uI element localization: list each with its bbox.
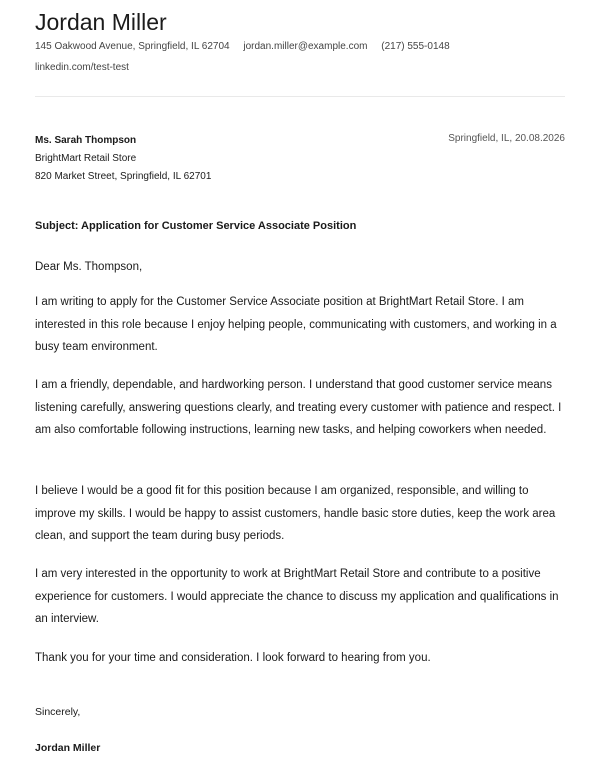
sender-linkedin[interactable]: linkedin.com/test-test — [35, 62, 129, 73]
recipient-block — [35, 132, 211, 186]
recipient-name: Ms. Sarah Thompson — [35, 135, 137, 146]
sender-phone: (217) 555-0148 — [381, 41, 450, 52]
recipient-company: BrightMart Retail Store — [35, 153, 137, 164]
sender-email[interactable]: jordan.miller@example.com — [243, 41, 368, 52]
sender-address: 145 Oakwood Avenue, Springfield, IL 62704 — [35, 41, 230, 52]
body-paragraph: I am a friendly, dependable, and hardworking person. I understand that good customer service means listening carefully, answering questions clearly, and treating every customer with patience and respect. I am also comfortable following instructions, learning new tasks, and helping coworkers when needed. — [35, 379, 562, 437]
header-divider — [35, 96, 565, 97]
recipient-address: 820 Market Street, Springfield, IL 62701 — [35, 171, 212, 182]
subject-line: Subject: Application for Customer Service Associate Position — [35, 220, 357, 232]
place-date: Springfield, IL, 20.08.2026 — [448, 133, 565, 144]
contact-line — [35, 40, 461, 53]
body-paragraph: I believe I would be a good fit for this position because I am organized, responsible, and willing to improve my skills. I would be happy to assist customers, handle basic store duties, keep the work area clean, and support the team during busy periods. — [35, 485, 556, 543]
salutation: Dear Ms. Thompson, — [35, 261, 143, 273]
signature: Jordan Miller — [35, 742, 101, 754]
closing: Sincerely, — [35, 706, 81, 718]
body-paragraph: I am writing to apply for the Customer Service Associate position at BrightMart Retail Store. I am interested in this role because I enjoy helping people, communicating with customers, and working in a busy team environment. — [35, 296, 557, 354]
body-paragraph: I am very interested in the opportunity to work at BrightMart Retail Store and contribute to a positive experience for customers. I would appreciate the chance to discuss my application and qualifications in an interview. — [35, 568, 559, 626]
body-paragraph: Thank you for your time and consideration. I look forward to hearing from you. — [35, 652, 431, 664]
sender-name: Jordan Miller — [35, 9, 167, 35]
